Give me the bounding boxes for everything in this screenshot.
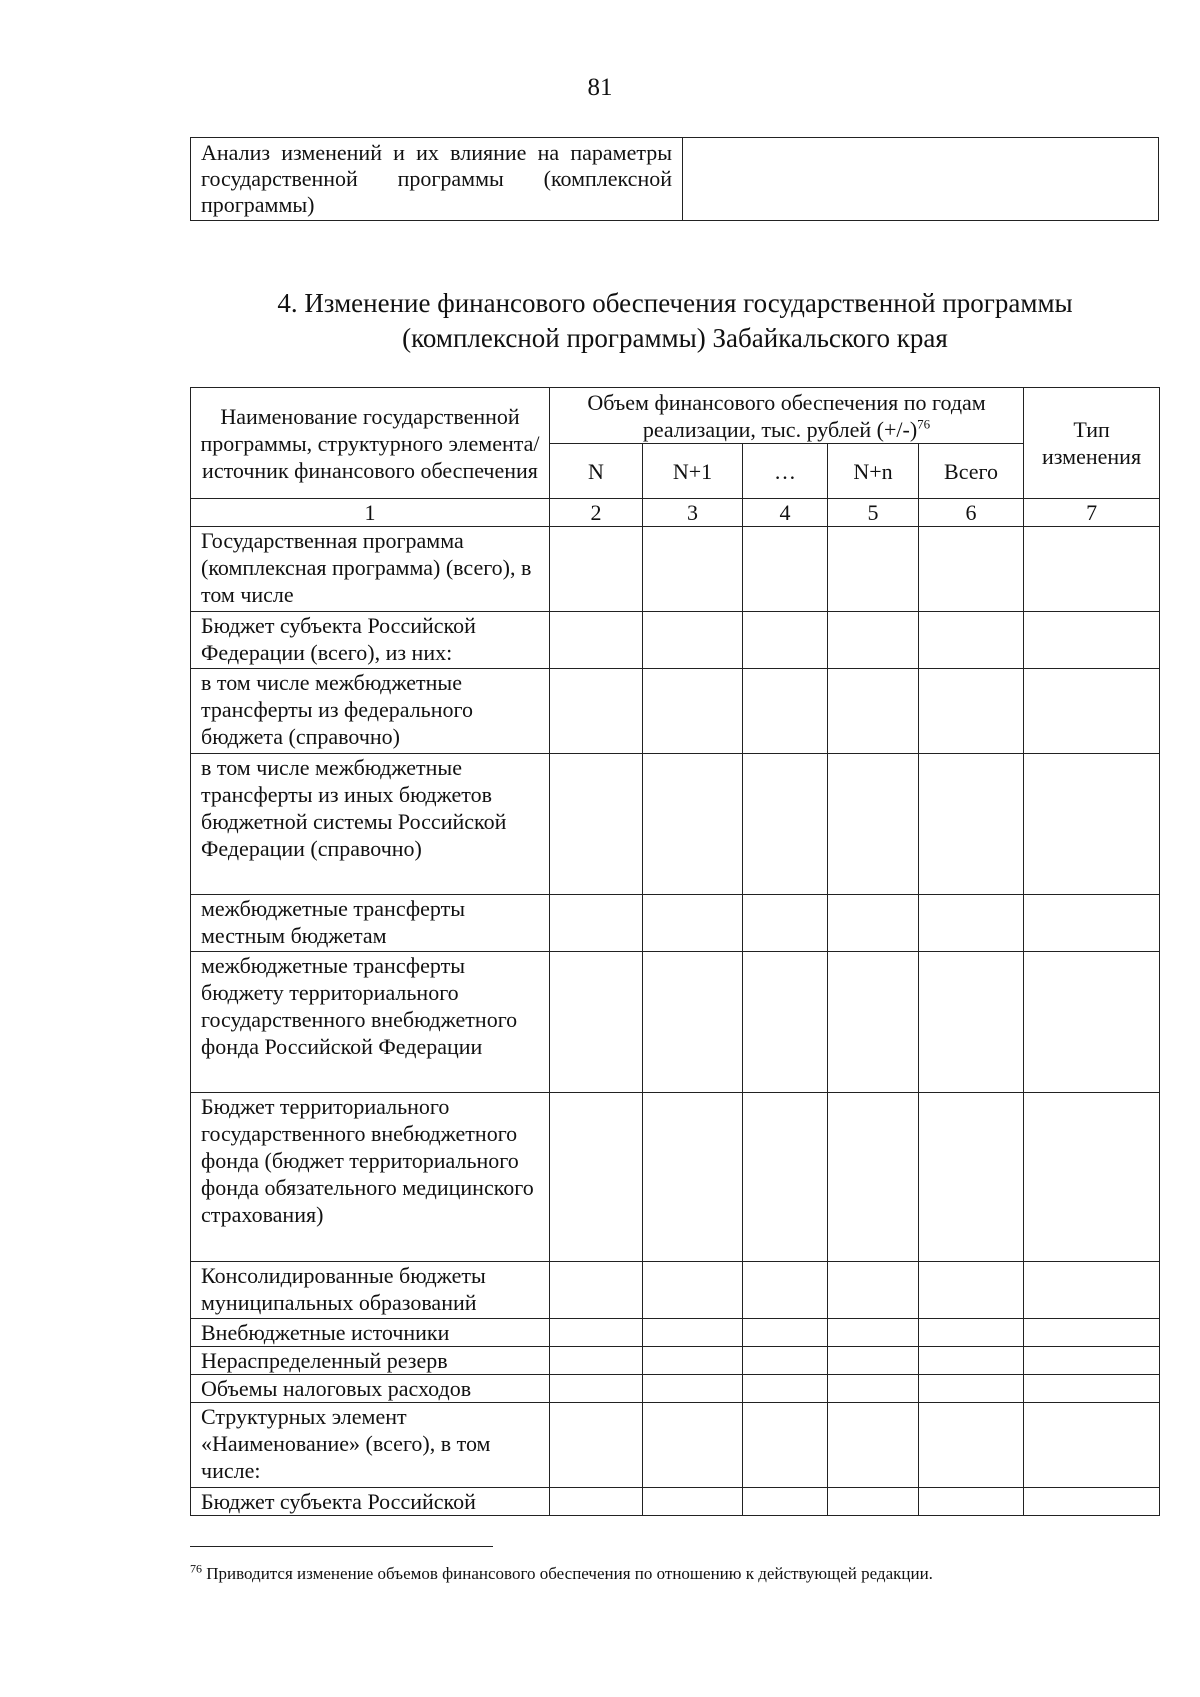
table-cell bbox=[828, 1488, 919, 1516]
financing-table bbox=[190, 387, 1160, 1516]
header-change-type: Тип изменения bbox=[1024, 388, 1160, 499]
column-number: 4 bbox=[743, 499, 828, 527]
table-row bbox=[191, 527, 1160, 612]
table-row bbox=[191, 1319, 1160, 1347]
analysis-table bbox=[190, 137, 1159, 221]
table-cell bbox=[919, 754, 1024, 895]
table-cell bbox=[919, 952, 1024, 1093]
header-year-n: N bbox=[550, 444, 643, 499]
table-row bbox=[191, 1488, 1160, 1516]
table-cell bbox=[550, 895, 643, 952]
table-cell bbox=[743, 895, 828, 952]
table-cell bbox=[643, 1375, 743, 1403]
table-cell bbox=[828, 754, 919, 895]
table-cell bbox=[828, 669, 919, 754]
table-cell bbox=[743, 1375, 828, 1403]
table-cell bbox=[550, 527, 643, 612]
table-cell bbox=[743, 1488, 828, 1516]
table-cell bbox=[550, 952, 643, 1093]
table-row bbox=[191, 612, 1160, 669]
table-cell bbox=[550, 1375, 643, 1403]
table-cell bbox=[643, 1347, 743, 1375]
table-cell bbox=[1024, 1347, 1160, 1375]
table-cell bbox=[643, 612, 743, 669]
row-label: межбюджетные трансферты местным бюджетам bbox=[191, 895, 550, 952]
table-cell bbox=[643, 754, 743, 895]
table-cell bbox=[828, 1262, 919, 1319]
table-cell bbox=[643, 527, 743, 612]
table-row bbox=[191, 138, 1159, 221]
table-cell bbox=[828, 612, 919, 669]
column-number: 6 bbox=[919, 499, 1024, 527]
row-label: межбюджетные трансферты бюджету территориального государственного внебюджетного фонда Российской Федерации bbox=[191, 952, 550, 1093]
table-cell bbox=[550, 1093, 643, 1262]
table-cell bbox=[643, 1262, 743, 1319]
table-row bbox=[191, 1403, 1160, 1488]
page-number: 81 bbox=[587, 74, 613, 101]
footnote-marker: 76 bbox=[190, 1561, 202, 1576]
row-label: Бюджет субъекта Российской bbox=[191, 1488, 550, 1516]
footnote-text: Приводится изменение объемов финансового обеспечения по отношению к действующей редакции. bbox=[206, 1564, 933, 1583]
table-cell bbox=[643, 1093, 743, 1262]
table-cell bbox=[643, 669, 743, 754]
column-number-row bbox=[191, 499, 1160, 527]
analysis-label: Анализ изменений и их влияние на параметры государственной программы (комплексной программы) bbox=[191, 138, 683, 221]
column-number: 3 bbox=[643, 499, 743, 527]
table-row bbox=[191, 1262, 1160, 1319]
row-label: Бюджет территориального государственного внебюджетного фонда (бюджет территориального фонда обязательного медицинского страхования) bbox=[191, 1093, 550, 1262]
column-number: 1 bbox=[191, 499, 550, 527]
table-cell bbox=[550, 754, 643, 895]
table-cell bbox=[919, 1347, 1024, 1375]
table-cell bbox=[1024, 612, 1160, 669]
table-cell bbox=[919, 1403, 1024, 1488]
row-label: в том числе межбюджетные трансферты из иных бюджетов бюджетной системы Российской Федерации (справочно) bbox=[191, 754, 550, 895]
header-year-n1: N+1 bbox=[643, 444, 743, 499]
table-cell bbox=[550, 669, 643, 754]
table-cell bbox=[1024, 1403, 1160, 1488]
table-cell bbox=[743, 1403, 828, 1488]
table-cell bbox=[828, 952, 919, 1093]
header-year-nn: N+n bbox=[828, 444, 919, 499]
table-cell bbox=[743, 952, 828, 1093]
table-row bbox=[191, 1375, 1160, 1403]
table-cell bbox=[828, 1403, 919, 1488]
analysis-value bbox=[683, 138, 1159, 221]
row-label: Бюджет субъекта Российской Федерации (всего), из них: bbox=[191, 612, 550, 669]
table-cell bbox=[919, 1262, 1024, 1319]
table-row bbox=[191, 895, 1160, 952]
table-cell bbox=[743, 1262, 828, 1319]
table-cell bbox=[643, 952, 743, 1093]
table-cell bbox=[743, 527, 828, 612]
table-cell bbox=[550, 1262, 643, 1319]
footnote-divider bbox=[190, 1546, 493, 1547]
row-label: в том числе межбюджетные трансферты из федерального бюджета (справочно) bbox=[191, 669, 550, 754]
table-cell bbox=[1024, 1262, 1160, 1319]
table-cell bbox=[1024, 895, 1160, 952]
table-cell bbox=[828, 527, 919, 612]
header-year-ellipsis: … bbox=[743, 444, 828, 499]
table-cell bbox=[828, 1347, 919, 1375]
table-cell bbox=[743, 669, 828, 754]
header-name-column: Наименование государственной программы, структурного элемента/источник финансового обеспечения bbox=[191, 388, 550, 499]
column-number: 2 bbox=[550, 499, 643, 527]
table-cell bbox=[743, 1319, 828, 1347]
table-cell bbox=[919, 1093, 1024, 1262]
section-title-line-1: 4. Изменение финансового обеспечения государственной программы bbox=[277, 288, 1073, 318]
table-cell bbox=[919, 895, 1024, 952]
table-cell bbox=[550, 1347, 643, 1375]
column-number: 5 bbox=[828, 499, 919, 527]
table-cell bbox=[1024, 1488, 1160, 1516]
row-label: Государственная программа (комплексная программа) (всего), в том числе bbox=[191, 527, 550, 612]
row-label: Нераспределенный резерв bbox=[191, 1347, 550, 1375]
table-cell bbox=[1024, 1093, 1160, 1262]
header-total: Всего bbox=[919, 444, 1024, 499]
table-cell bbox=[743, 612, 828, 669]
table-cell bbox=[743, 754, 828, 895]
table-row bbox=[191, 1347, 1160, 1375]
table-cell bbox=[643, 1403, 743, 1488]
table-cell bbox=[550, 1319, 643, 1347]
table-cell bbox=[550, 1488, 643, 1516]
table-cell bbox=[828, 895, 919, 952]
table-cell bbox=[743, 1093, 828, 1262]
table-cell bbox=[550, 1403, 643, 1488]
table-cell bbox=[919, 1319, 1024, 1347]
table-cell bbox=[643, 895, 743, 952]
table-cell bbox=[828, 1375, 919, 1403]
row-label: Консолидированные бюджеты муниципальных образований bbox=[191, 1262, 550, 1319]
header-row bbox=[191, 388, 1160, 444]
table-cell bbox=[643, 1319, 743, 1347]
footnote bbox=[190, 1563, 1170, 1585]
table-cell bbox=[550, 612, 643, 669]
column-number: 7 bbox=[1024, 499, 1160, 527]
table-row bbox=[191, 952, 1160, 1093]
table-cell bbox=[1024, 1375, 1160, 1403]
table-cell bbox=[1024, 952, 1160, 1093]
table-cell bbox=[1024, 1319, 1160, 1347]
row-label: Внебюджетные источники bbox=[191, 1319, 550, 1347]
table-cell bbox=[919, 612, 1024, 669]
table-cell bbox=[1024, 669, 1160, 754]
table-cell bbox=[919, 1488, 1024, 1516]
section-title-line-2: (комплексной программы) Забайкальского края bbox=[402, 323, 948, 353]
row-label: Структурных элемент «Наименование» (всего), в том числе: bbox=[191, 1403, 550, 1488]
table-cell bbox=[743, 1347, 828, 1375]
table-cell bbox=[828, 1319, 919, 1347]
table-cell bbox=[828, 1093, 919, 1262]
header-volume-group bbox=[550, 388, 1024, 444]
table-cell bbox=[643, 1488, 743, 1516]
table-row bbox=[191, 754, 1160, 895]
header-volume-text: Объем финансового обеспечения по годам реализации, тыс. рублей (+/-) bbox=[587, 389, 986, 442]
table-cell bbox=[919, 669, 1024, 754]
table-cell bbox=[919, 1375, 1024, 1403]
table-row bbox=[191, 1093, 1160, 1262]
table-row bbox=[191, 669, 1160, 754]
table-cell bbox=[1024, 527, 1160, 612]
table-cell bbox=[919, 527, 1024, 612]
footnote-ref: 76 bbox=[917, 416, 931, 432]
section-title bbox=[170, 286, 1180, 356]
table-cell bbox=[1024, 754, 1160, 895]
row-label: Объемы налоговых расходов bbox=[191, 1375, 550, 1403]
